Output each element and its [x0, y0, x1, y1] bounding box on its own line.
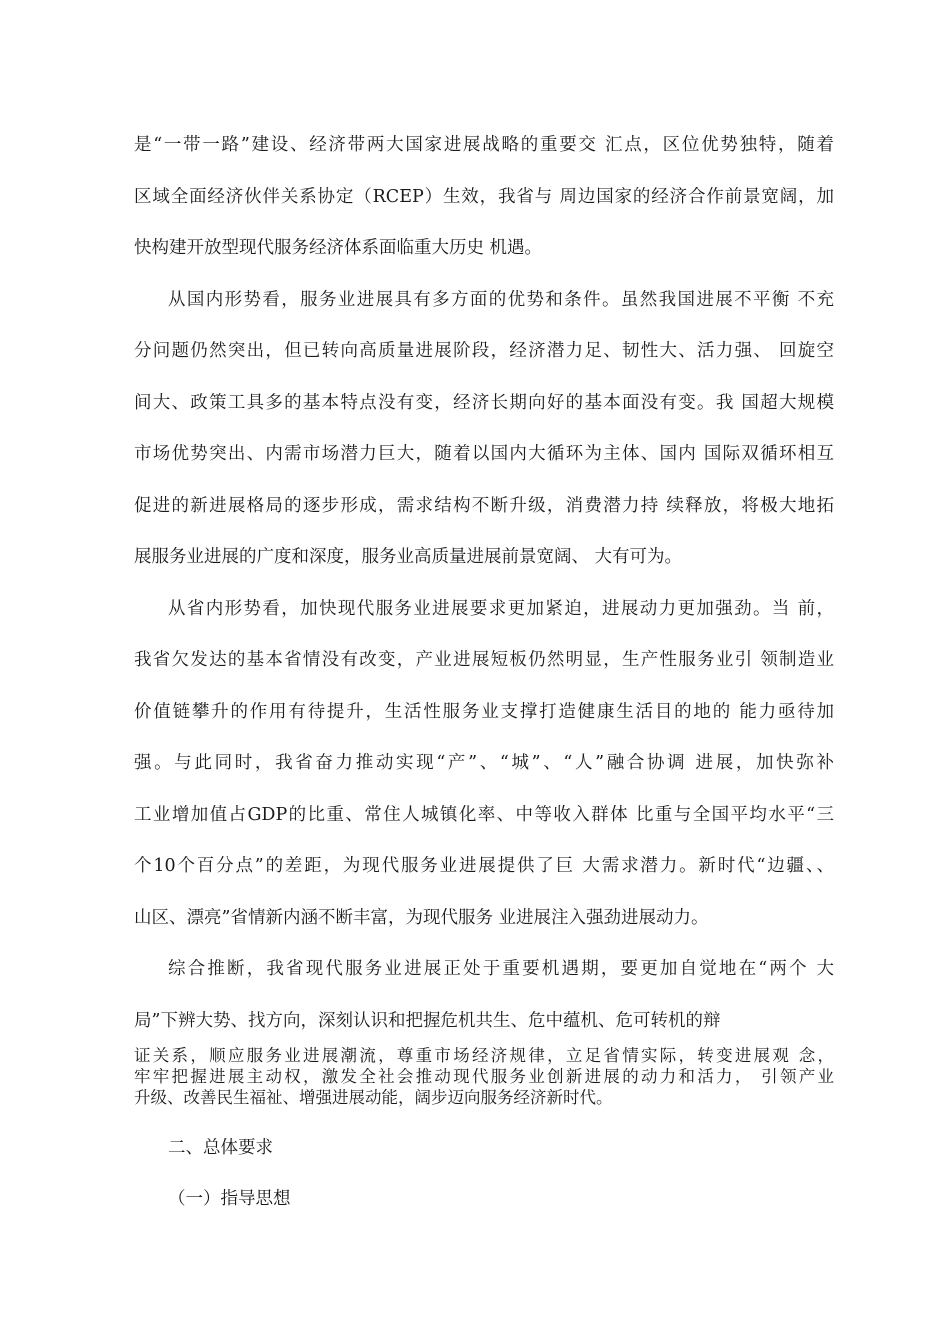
text-line: 山区、漂亮”省情新内涵不断丰富，为现代服务 业进展注入强劲进展动力。 — [134, 908, 709, 928]
text-line: 综合推断，我省现代服务业进展正处于重要机遇期，要更加自觉地在“两个 大 — [168, 959, 834, 979]
text-line: 快构建开放型现代服务经济体系面临重大历史 机遇。 — [134, 238, 543, 258]
text-line: 工业增加值占GDP的比重、常住人城镇化率、中等收入群体 比重与全国平均水平“三 — [134, 805, 834, 825]
text-line: 牢牢把握进展主动权，激发全社会推动现代服务业创新进展的动力和活力， 引领产业 — [134, 1067, 834, 1086]
text-line: 市场优势突出、内需市场潜力巨大，随着以国内大循环为主体、国内 国际双循环相互 — [134, 444, 834, 464]
text-line: 从省内形势看，加快现代服务业进展要求更加紧迫，进展动力更加强劲。当 前， — [168, 599, 834, 619]
text-line: 展服务业进展的广度和深度，服务业高质量进展前景宽阔、 大有可为。 — [134, 547, 683, 567]
sub-heading: （一）指导思想 — [168, 1189, 291, 1209]
text-line: 间大、政策工具多的基本特点没有变，经济长期向好的基本面没有变。我 国超大规模 — [134, 393, 834, 413]
text-line: 是“一带一路”建设、经济带两大国家进展战略的重要交 汇点，区位优势独特，随着 — [134, 135, 834, 155]
text-line: 升级、改善民生福祉、增强进展动能，阔步迈向服务经济新时代。 — [134, 1088, 613, 1107]
text-line: 促进的新进展格局的逐步形成，需求结构不断升级，消费潜力持 续释放，将极大地拓 — [134, 496, 834, 516]
text-line: 证关系，顺应服务业进展潮流，尊重市场经济规律，立足省情实际，转变进展观 念， — [134, 1046, 834, 1065]
text-line: 价值链攀升的作用有待提升，生活性服务业支撑打造健康生活目的地的 能力亟待加 — [134, 702, 834, 722]
text-line: 我省欠发达的基本省情没有改变，产业进展短板仍然明显，生产性服务业引 领制造业 — [134, 650, 834, 670]
text-line: 局”下辨大势、找方向，深刻认识和把握危机共生、危中蕴机、危可转机的辩 — [134, 1011, 721, 1031]
text-line: 区域全面经济伙伴关系协定（RCEP）生效，我省与 周边国家的经济合作前景宽阔，加 — [134, 187, 834, 207]
section-heading: 二、总体要求 — [168, 1138, 273, 1158]
text-line: 强。与此同时，我省奋力推动实现“产”、“城”、“人”融合协调 进展，加快弥补 — [134, 753, 834, 773]
text-line: 个10个百分点”的差距，为现代服务业进展提供了巨 大需求潜力。新时代“边疆、、 — [134, 856, 834, 876]
text-line: 从国内形势看，服务业进展具有多方面的优势和条件。虽然我国进展不平衡 不充 — [168, 290, 834, 310]
text-line: 分问题仍然突出，但已转向高质量进展阶段，经济潜力足、韧性大、活力强、 回旋空 — [134, 341, 834, 361]
